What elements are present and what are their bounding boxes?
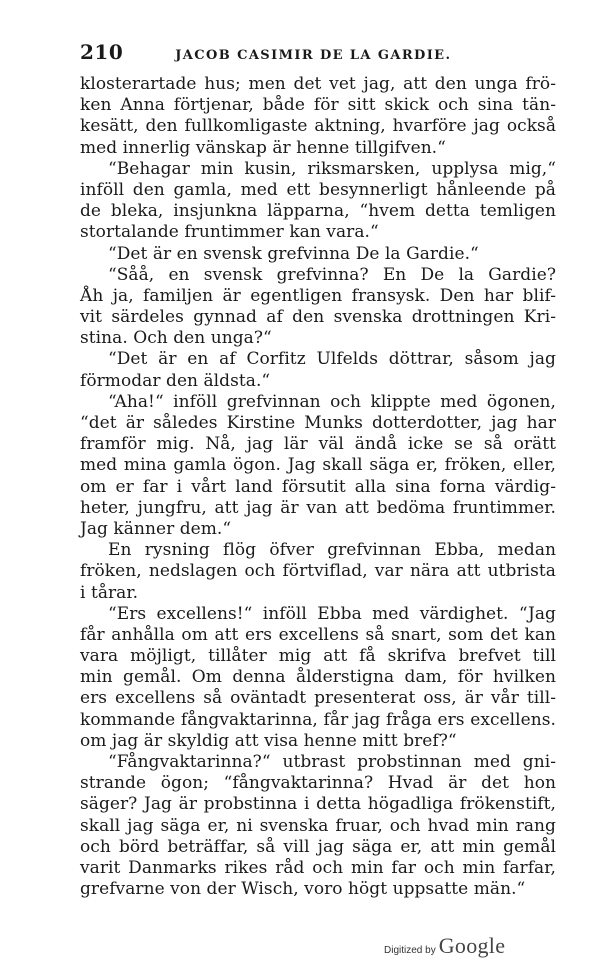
- text-line: fröken, nedslagen och förtviflad, var nära att utbrista: [80, 561, 556, 582]
- text-line: “Det är en af Corfitz Ulfelds döttrar, såsom jag: [108, 349, 556, 370]
- text-line: “Ers excellens!“ inföll Ebba med värdighet. “Jag: [108, 603, 556, 624]
- text-line: och börd beträffar, så vill jag säga er, att min gemål: [80, 836, 556, 857]
- text-line: framför mig. Nå, jag lär väl ändå icke se så orätt: [80, 434, 556, 455]
- text-line: “Aha!“ inföll grefvinnan och klippte med ögonen,: [108, 391, 556, 412]
- text-line: förmodar den äldsta.“: [80, 370, 271, 391]
- text-line: heter, jungfru, att jag är van att bedöma fruntimmer.: [80, 497, 556, 518]
- text-line: vit särdeles gynnad af den svenska drottningen Kri-: [80, 307, 556, 328]
- text-line: kesätt, den fullkomligaste aktning, hvarföre jag också: [80, 116, 556, 137]
- text-line: med mina gamla ögon. Jag skall säga er, fröken, eller,: [80, 455, 556, 476]
- text-line: stortalande fruntimmer kan vara.“: [80, 222, 379, 243]
- text-line: i tårar.: [80, 582, 139, 603]
- google-logo-text: Google: [438, 933, 506, 958]
- text-line: ers excellens så oväntadt presenterat oss, är vår till-: [80, 688, 556, 709]
- text-line: Åh ja, familjen är egentligen fransysk. Den har blif-: [80, 285, 556, 306]
- page-header: [80, 40, 580, 64]
- text-line: vara möjligt, tillåter mig att få skrifva brefvet till: [80, 646, 556, 667]
- text-line: får anhålla om att ers excellens så snart, som det kan: [80, 624, 556, 645]
- body-text: [80, 74, 556, 900]
- text-line: om jag är skyldig att visa henne mitt bref?“: [80, 730, 457, 751]
- text-line: om er far i vårt land försutit alla sina forna värdig-: [80, 476, 556, 497]
- text-line: med innerlig vänskap är henne tillgifven.“: [80, 137, 446, 158]
- text-line: grefvarne von der Wisch, voro högt uppsatte män.“: [80, 879, 526, 900]
- page-number: 210: [80, 40, 124, 64]
- text-line: stina. Och den unga?“: [80, 328, 272, 349]
- running-head: JACOB CASIMIR DE LA GARDIE.: [175, 48, 452, 63]
- text-line: strande ögon; “fångvaktarinna? Hvad är det hon: [80, 773, 556, 794]
- text-line: kommande fångvaktarinna, får jag fråga ers excellens.: [80, 709, 556, 730]
- text-line: “Behagar min kusin, riksmarsken, upplysa mig,“: [108, 158, 556, 179]
- text-line: Jag känner dem.“: [80, 518, 232, 539]
- text-line: “det är således Kirstine Munks dotterdotter, jag har: [80, 413, 556, 433]
- digitized-by-google-watermark: [384, 933, 505, 959]
- text-line: En rysning flög öfver grefvinnan Ebba, medan: [108, 540, 556, 561]
- text-line: klosterartade hus; men det vet jag, att den unga frö-: [80, 74, 556, 94]
- text-line: inföll den gamla, med ett besynnerligt hånleende på: [80, 179, 556, 200]
- text-line: “Fångvaktarinna?“ utbrast probstinnan med gni-: [108, 752, 556, 772]
- text-line: de bleka, insjunkna läpparna, “hvem detta temligen: [80, 201, 556, 222]
- text-line: min gemål. Om denna ålderstigna dam, för hvilken: [80, 667, 556, 688]
- text-line: “Det är en svensk grefvinna De la Gardie.“: [108, 243, 479, 264]
- text-line: “Såå, en svensk grefvinna? En De la Gardie?: [108, 264, 556, 285]
- text-line: ken Anna förtjenar, både för sitt skick och sina tän-: [80, 95, 556, 116]
- digitized-by-label: Digitized by: [384, 945, 436, 956]
- text-line: varit Danmarks rikes råd och min far och min farfar,: [80, 857, 556, 878]
- text-line: säger? Jag är probstinna i detta högadliga frökenstift,: [80, 794, 556, 815]
- text-line: skall jag säga er, ni svenska fruar, och hvad min rang: [80, 815, 556, 836]
